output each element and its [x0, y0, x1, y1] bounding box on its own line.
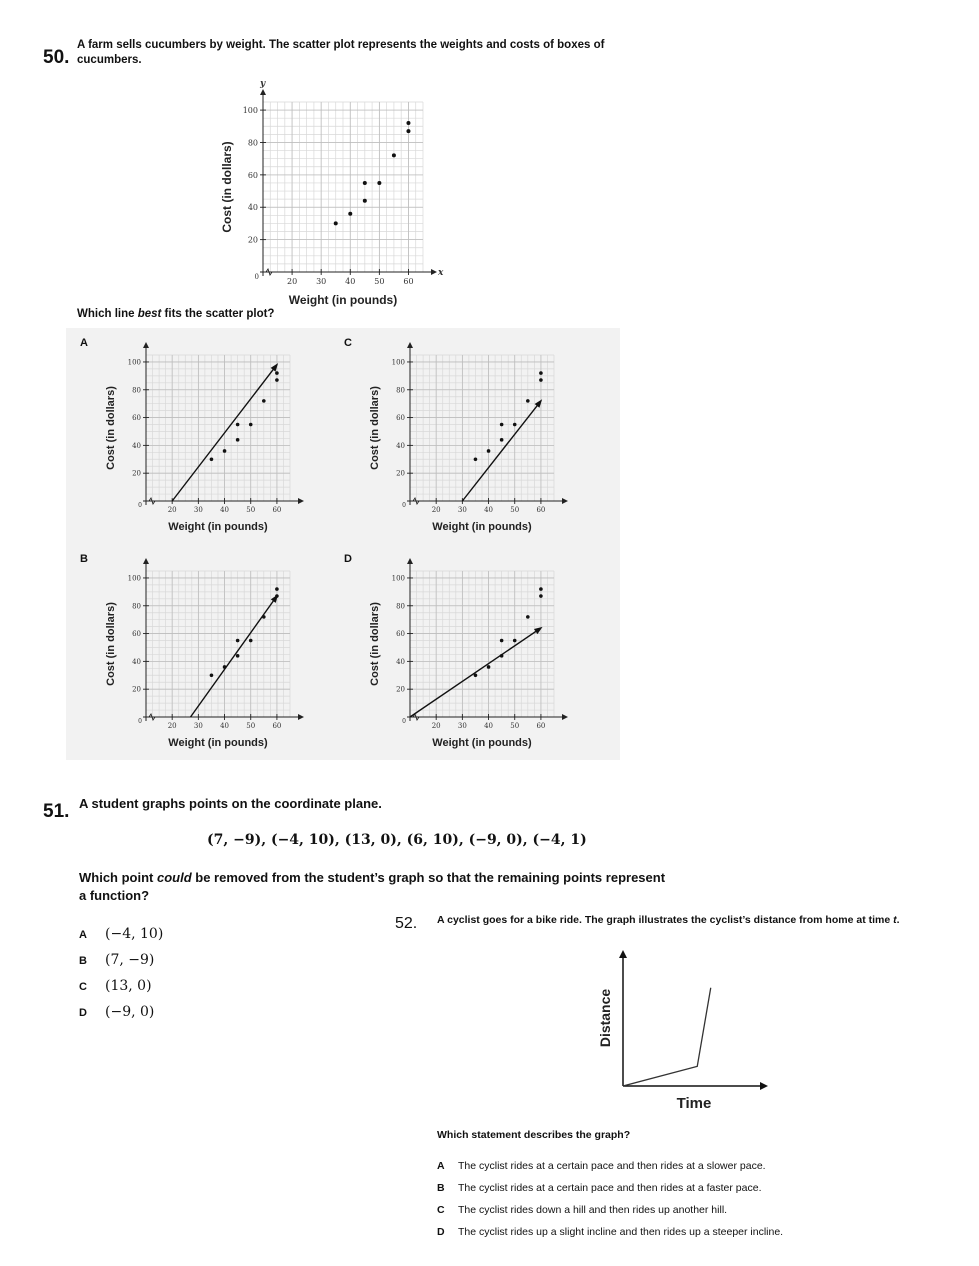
origin-label: 0 — [402, 718, 406, 725]
option-text: (13, 0) — [105, 978, 152, 994]
x-axis-label: Weight (in pounds) — [432, 737, 532, 749]
data-point — [513, 423, 517, 427]
y-axis-label: Cost (in dollars) — [105, 386, 117, 470]
data-point — [236, 654, 240, 658]
question-51-prompt-post2: a function? — [79, 888, 150, 903]
x-axis-label: Weight (in pounds) — [432, 521, 532, 533]
x-tick-label: 60 — [536, 722, 546, 730]
y-tick-label: 100 — [127, 358, 141, 367]
origin-label: 0 — [138, 502, 142, 509]
x-axis-arrow-icon — [431, 269, 437, 275]
data-point — [236, 639, 240, 643]
x-axis-arrow-icon — [562, 714, 568, 720]
distance-line — [623, 988, 711, 1086]
x-tick-label: 20 — [167, 506, 177, 514]
question-51-prompt — [79, 869, 665, 905]
y-tick-label: 40 — [132, 441, 141, 450]
data-point — [406, 121, 410, 125]
question-51-number: 51. — [43, 801, 70, 822]
y-tick-label: 40 — [132, 657, 141, 666]
y-tick-label: 60 — [247, 170, 258, 180]
y-tick-label: 80 — [247, 138, 258, 148]
main-scatter-plot — [214, 80, 454, 312]
origin-label: 0 — [254, 273, 259, 281]
y-tick-label: 100 — [242, 106, 258, 116]
option-b-letter[interactable]: B — [80, 553, 88, 565]
option-text: The cyclist rides down a hill and then rides up another hill. — [458, 1204, 728, 1216]
x-tick-label: 60 — [272, 722, 282, 730]
question-52-option-c[interactable] — [437, 1203, 727, 1217]
x-tick-label: 40 — [484, 506, 494, 514]
question-51-option-b[interactable] — [79, 952, 154, 968]
data-point — [249, 423, 253, 427]
question-52-stem-post: . — [896, 914, 900, 926]
distance-time-graph — [590, 938, 780, 1118]
data-point — [363, 181, 367, 185]
option-d-letter[interactable]: D — [344, 553, 352, 565]
question-52-number: 52. — [395, 915, 418, 932]
question-52-option-a[interactable] — [437, 1159, 766, 1173]
x-axis-arrow-icon — [298, 714, 304, 720]
question-51-option-a[interactable] — [79, 926, 163, 942]
x-tick-label: 40 — [220, 722, 230, 730]
data-point — [275, 371, 279, 375]
x-axis-label: Weight (in pounds) — [168, 737, 268, 749]
data-point — [500, 654, 504, 658]
question-51-points-list: (7, −9), (−4, 10), (13, 0), (6, 10), (−9, 0), (−4, 1) — [207, 832, 587, 848]
y-axis-label: Cost (in dollars) — [220, 141, 234, 233]
data-point — [539, 594, 543, 598]
option-text: (7, −9) — [105, 952, 155, 968]
option-c-plot[interactable] — [364, 330, 579, 540]
data-point — [539, 371, 543, 375]
y-tick-label: 100 — [391, 358, 405, 367]
y-tick-label: 60 — [396, 414, 405, 423]
option-a-letter[interactable]: A — [80, 337, 88, 349]
option-letter: B — [437, 1182, 445, 1194]
y-axis-arrow-icon — [407, 342, 413, 348]
data-point — [487, 665, 491, 669]
y-tick-label: 40 — [396, 441, 405, 450]
question-51-option-c[interactable] — [79, 978, 152, 994]
x-tick-label: 20 — [286, 277, 298, 286]
y-axis-arrow-icon — [260, 89, 266, 95]
y-tick-label: 20 — [396, 685, 405, 694]
y-axis-arrow-icon — [143, 558, 149, 564]
data-point — [513, 639, 517, 643]
y-axis-variable: y — [260, 79, 266, 89]
x-axis-label: Time — [676, 1095, 712, 1112]
x-tick-label: 20 — [167, 722, 177, 730]
data-point — [526, 399, 530, 403]
option-a-plot[interactable] — [100, 330, 315, 540]
data-point — [348, 212, 352, 216]
data-point — [474, 457, 478, 461]
y-axis-arrow-icon — [143, 342, 149, 348]
data-point — [262, 615, 266, 619]
question-50-stem-line1: A farm sells cucumbers by weight. The scatter plot represents the weights and costs of boxes of — [77, 39, 605, 51]
data-point — [377, 181, 381, 185]
question-50-number: 50. — [43, 47, 70, 68]
x-tick-label: 60 — [536, 506, 546, 514]
option-text: The cyclist rides at a certain pace and then rides at a faster pace. — [458, 1182, 762, 1194]
option-letter: D — [437, 1226, 445, 1238]
y-tick-label: 80 — [396, 386, 405, 395]
option-letter: D — [79, 1007, 87, 1019]
origin-label: 0 — [402, 502, 406, 509]
x-tick-label: 50 — [246, 722, 256, 730]
y-axis-label: Cost (in dollars) — [369, 386, 381, 470]
option-d-plot[interactable] — [364, 546, 579, 756]
data-point — [334, 221, 338, 225]
question-51-stem: A student graphs points on the coordinate plane. — [79, 796, 382, 811]
y-axis-label: Cost (in dollars) — [105, 602, 117, 686]
x-axis-arrow-icon — [562, 498, 568, 504]
x-tick-label: 20 — [431, 722, 441, 730]
x-tick-label: 30 — [457, 506, 467, 514]
question-52-stem — [437, 913, 900, 928]
x-tick-label: 60 — [403, 277, 414, 286]
question-51-prompt-pre: Which point — [79, 870, 157, 885]
data-point — [262, 399, 266, 403]
x-axis-label: Weight (in pounds) — [288, 293, 398, 307]
x-tick-label: 40 — [484, 722, 494, 730]
data-point — [474, 673, 478, 677]
option-letter: A — [79, 929, 87, 941]
data-point — [275, 378, 279, 382]
y-tick-label: 40 — [396, 657, 405, 666]
x-tick-label: 40 — [220, 506, 230, 514]
option-letter: C — [79, 981, 87, 993]
option-text: (−9, 0) — [105, 1004, 155, 1020]
x-axis-variable: x — [438, 268, 444, 278]
option-text: The cyclist rides up a slight incline and then rides up a steeper incline. — [458, 1226, 784, 1238]
data-point — [275, 587, 279, 591]
data-point — [500, 438, 504, 442]
data-point — [363, 199, 367, 203]
data-point — [223, 665, 227, 669]
data-point — [487, 449, 491, 453]
x-tick-label: 30 — [316, 277, 327, 286]
y-axis-label: Cost (in dollars) — [369, 602, 381, 686]
data-point — [236, 423, 240, 427]
x-tick-label: 50 — [510, 506, 520, 514]
y-axis-arrow-icon — [619, 950, 627, 958]
x-tick-label: 20 — [431, 506, 441, 514]
x-axis-arrow-icon — [298, 498, 304, 504]
question-52-stem-var: t — [893, 914, 897, 926]
y-tick-label: 80 — [396, 602, 405, 611]
question-51-prompt-post1: be removed from the student’s graph so that the remaining points represent — [191, 870, 666, 885]
origin-label: 0 — [138, 718, 142, 725]
x-tick-label: 50 — [246, 506, 256, 514]
x-axis-label: Weight (in pounds) — [168, 521, 268, 533]
data-point — [210, 673, 214, 677]
option-letter: C — [437, 1204, 445, 1216]
x-tick-label: 40 — [345, 277, 356, 286]
x-tick-label: 30 — [193, 722, 203, 730]
option-letter: A — [437, 1160, 445, 1172]
y-axis-arrow-icon — [407, 558, 413, 564]
data-point — [249, 639, 253, 643]
data-point — [236, 438, 240, 442]
data-point — [392, 153, 396, 157]
question-52-stem-pre: A cyclist goes for a bike ride. The graph illustrates the cyclist’s distance from home at time — [437, 914, 894, 926]
option-text: The cyclist rides at a certain pace and then rides at a slower pace. — [458, 1160, 766, 1172]
y-tick-label: 40 — [247, 203, 258, 213]
y-tick-label: 80 — [132, 602, 141, 611]
question-51-option-d[interactable] — [79, 1004, 154, 1020]
option-letter: B — [79, 955, 87, 967]
x-tick-label: 50 — [374, 277, 385, 286]
option-text: (−4, 10) — [105, 926, 164, 942]
option-b-plot[interactable] — [100, 546, 315, 756]
data-point — [500, 423, 504, 427]
x-axis-arrow-icon — [760, 1082, 768, 1090]
x-tick-label: 30 — [193, 506, 203, 514]
y-tick-label: 100 — [391, 574, 405, 583]
y-tick-label: 60 — [396, 630, 405, 639]
y-tick-label: 20 — [247, 235, 258, 245]
question-50-prompt-post: fits the scatter plot? — [161, 308, 275, 320]
option-c-letter[interactable]: C — [344, 337, 352, 349]
data-point — [539, 378, 543, 382]
y-tick-label: 20 — [132, 685, 141, 694]
data-point — [275, 594, 279, 598]
question-50-prompt-pre: Which line — [77, 308, 138, 320]
data-point — [406, 129, 410, 133]
y-tick-label: 20 — [132, 469, 141, 478]
question-50-stem — [77, 38, 604, 68]
y-tick-label: 80 — [132, 386, 141, 395]
question-50-stem-line2: cucumbers. — [77, 54, 142, 66]
x-tick-label: 30 — [457, 722, 467, 730]
x-tick-label: 60 — [272, 506, 282, 514]
question-52-option-b[interactable] — [437, 1181, 762, 1195]
data-point — [500, 639, 504, 643]
data-point — [539, 587, 543, 591]
question-52-prompt: Which statement describes the graph? — [437, 1129, 631, 1141]
data-point — [223, 449, 227, 453]
x-tick-label: 50 — [510, 722, 520, 730]
data-point — [526, 615, 530, 619]
data-point — [210, 457, 214, 461]
y-axis-label: Distance — [597, 988, 613, 1048]
question-52-option-d[interactable] — [437, 1225, 783, 1239]
y-tick-label: 60 — [132, 414, 141, 423]
y-tick-label: 100 — [127, 574, 141, 583]
y-tick-label: 60 — [132, 630, 141, 639]
question-51-prompt-emphasis: could — [156, 870, 192, 885]
question-50-prompt-emphasis: best — [137, 308, 162, 320]
question-50-prompt — [77, 307, 274, 322]
y-tick-label: 20 — [396, 469, 405, 478]
